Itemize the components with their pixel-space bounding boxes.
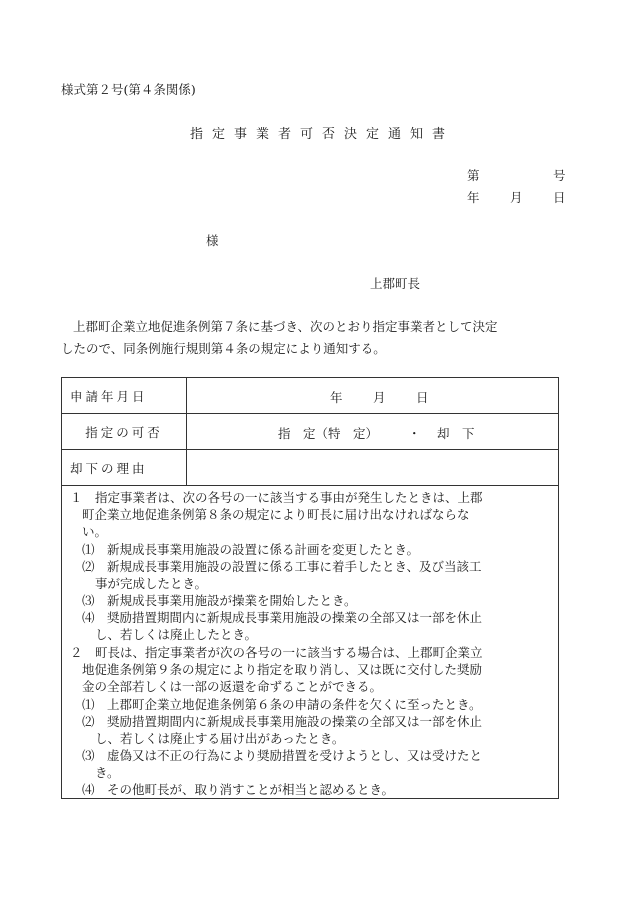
issue-date-year: 年: [467, 190, 480, 205]
title-char: 通: [388, 127, 402, 142]
note-line: 地促進条例第９条の規定により指定を取り消し、又は既に交付した奨励: [82, 662, 483, 677]
note-line: 町企業立地促進条例第８条の規定により町長に届け出なければならな: [82, 507, 470, 522]
note-line: し、若しくは廃止する届け出があったとき。: [95, 731, 345, 746]
title-char: 決: [344, 127, 358, 142]
approval-option-reject: 却 下: [437, 426, 475, 441]
title-char: 定: [366, 127, 380, 142]
note-line: ⑵ 奨励措置期間内に新規成長事業用施設の操業の全部又は一部を休止: [82, 714, 483, 729]
note-line: ⑴ 新規成長事業用施設の設置に係る計画を変更したとき。: [82, 542, 420, 557]
note-line: ⑵ 新規成長事業用施設の設置に係る工事に着手したとき、及び当該工: [82, 559, 482, 574]
title-char: 知: [410, 127, 424, 142]
note-line: 事が完成したとき。: [95, 576, 208, 591]
decision-table: [61, 377, 559, 486]
note-line: ⑷ 奨励措置期間内に新規成長事業用施設の操業の全部又は一部を休止: [82, 610, 483, 625]
title-char: 者: [278, 127, 292, 142]
title-char: 定: [212, 127, 226, 142]
row-label-rejection-reason: 却下の理由: [62, 450, 187, 486]
rejection-reason-value: [187, 450, 559, 486]
addressee-suffix: 様: [206, 233, 219, 248]
title-char: 指: [190, 127, 204, 142]
row-label-application-date: 申請年月日: [62, 378, 187, 414]
body-line: 上郡町企業立地促進条例第７条に基づき、次のとおり指定事業者として決定: [73, 319, 498, 334]
doc-number-dai: 第: [467, 168, 480, 183]
application-date-value: [187, 378, 559, 414]
table-row: [62, 414, 559, 450]
approval-option-designate: 指 定（特 定）: [278, 426, 379, 441]
note-line: い。: [82, 524, 108, 539]
title-char: 可: [300, 127, 314, 142]
issuer-name: 上郡町長: [370, 276, 421, 291]
date-month: 月: [373, 390, 386, 405]
note-line: ⑷ その他町長が、取り消すことが相当と認めるとき。: [82, 782, 395, 797]
title-char: 業: [256, 127, 270, 142]
approval-separator: ・: [408, 426, 421, 441]
issue-date-month: 月: [510, 190, 523, 205]
date-year: 年: [330, 390, 343, 405]
note-line: ⑶ 虚偽又は不正の行為により奨励措置を受けようとし、又は受けたと: [82, 748, 483, 763]
title-char: 否: [322, 127, 336, 142]
note-line: き。: [95, 765, 120, 780]
note-line: ２ 町長は、指定事業者が次の各号の一に該当する場合は、上郡町企業立: [70, 645, 483, 660]
approval-value: [187, 414, 559, 450]
note-line: 金の全部若しくは一部の返還を命ずることができる。: [82, 679, 383, 694]
note-line: １ 指定事業者は、次の各号の一に該当する事由が発生したときは、上郡: [70, 490, 483, 505]
title-char: 事: [234, 127, 248, 142]
title-char: 書: [432, 127, 446, 142]
issue-date-day: 日: [553, 190, 566, 205]
form-number: 様式第２号(第４条関係): [61, 82, 196, 97]
row-label-approval: 指定の可否: [62, 414, 187, 450]
note-line: ⑴ 上郡町企業立地促進条例第６条の申請の条件を欠くに至ったとき。: [82, 697, 482, 712]
note-line: ⑶ 新規成長事業用施設が操業を開始したとき。: [82, 593, 357, 608]
table-row: [62, 378, 559, 414]
date-day: 日: [416, 390, 429, 405]
doc-number-go: 号: [553, 168, 566, 183]
body-line: したので、同条例施行規則第４条の規定により通知する。: [61, 341, 386, 356]
note-line: し、若しくは廃止したとき。: [95, 627, 258, 642]
table-row: [62, 450, 559, 486]
